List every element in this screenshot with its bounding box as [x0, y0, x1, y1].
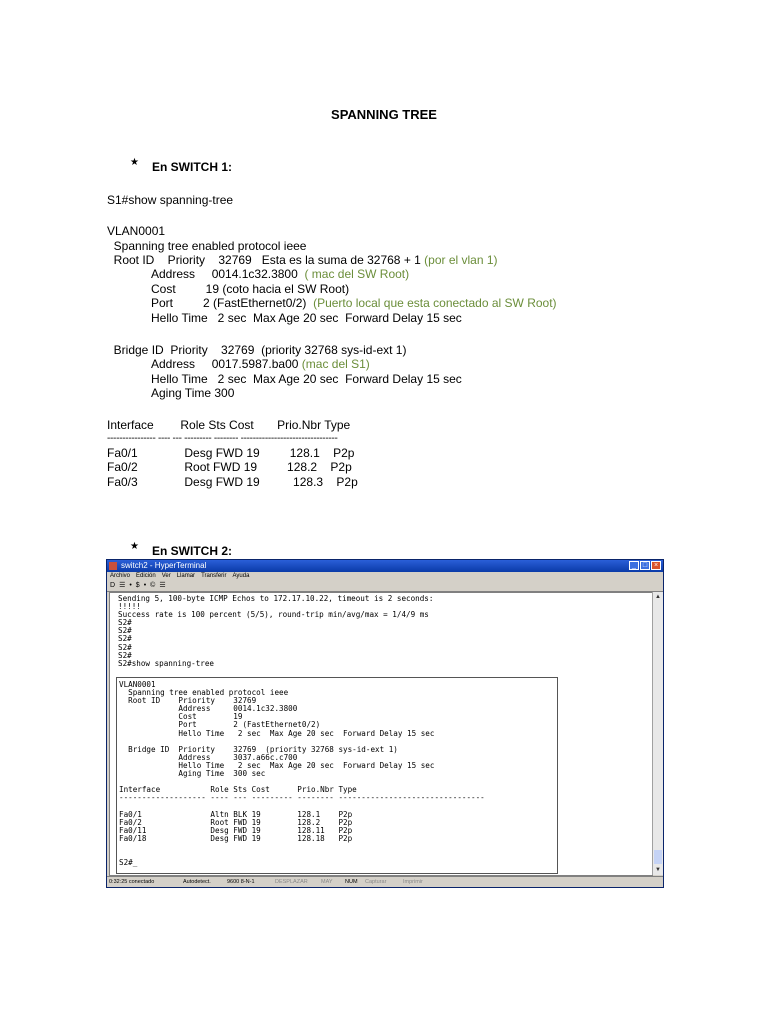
window-title: switch2 - HyperTerminal — [121, 561, 207, 570]
root-port-text: Port 2 (FastEthernet0/2) — [151, 296, 314, 310]
terminal-area[interactable] — [109, 592, 653, 876]
status-connected: 0:32:25 conectado — [109, 879, 155, 885]
bridge-id-line: Bridge ID Priority 32769 (priority 32768 sys-id-ext 1) — [107, 343, 407, 357]
terminal-output-spanning-tree: VLAN0001 Spanning tree enabled protocol ieee Root ID Priority 32769 Address 0014.1c32.3800 Cost 19 Port 2 (FastEthernet0/2) Hello Time 2 sec Max Age 20 sec Forward Delay 15 sec Bridge ID Priority 32769 (priority 32768 sys-id-ext 1) Address 3037.a66c.c700 Hello Time 2 sec Max Age 20 sec Forward Delay 15 sec Aging Time 300 sec Interface Role Sts Cost Prio.Nbr Type ------------------- ---- --- --------- -------- -------------------------------- Fa0/1 Altn BLK 19 128.1 P2p Fa0/2 Root FWD 19 128.2 P2p Fa0/11 Desg FWD 19 128.11 P2p Fa0/18 Desg FWD 19 128.18 P2p S2#_ — [119, 680, 485, 868]
root-address-text: Address 0014.1c32.3800 — [151, 267, 302, 281]
menu-edicion[interactable]: Edición — [136, 573, 156, 579]
bridge-aging-line: Aging Time 300 — [151, 386, 235, 400]
menu-ayuda[interactable]: Ayuda — [232, 573, 250, 579]
toolbar — [107, 581, 663, 592]
bridge-address-line — [151, 357, 370, 372]
root-address-note: ( mac del SW Root) — [301, 267, 410, 281]
status-scroll: DESPLAZAR — [275, 879, 308, 885]
menu-llamar[interactable]: Llamar — [176, 573, 196, 579]
properties-icon[interactable]: ☰ — [159, 582, 166, 589]
protocol-line: Spanning tree enabled protocol ieee — [107, 239, 307, 253]
root-id-line — [107, 253, 498, 268]
window-titlebar — [107, 560, 663, 572]
root-cost-line: Cost 19 (coto hacia el SW Root) — [151, 282, 350, 296]
switch1-command: S1#show spanning-tree — [107, 193, 234, 207]
minimize-icon[interactable]: _ — [629, 561, 639, 570]
table-header: Interface Role Sts Cost Prio.Nbr Type — [107, 418, 351, 432]
switch1-heading: En SWITCH 1: — [152, 160, 232, 174]
switch2-heading: En SWITCH 2: — [152, 544, 232, 558]
status-autodetect: Autodetect. — [183, 879, 211, 885]
menu-bar — [107, 572, 663, 581]
status-bar — [107, 876, 663, 887]
table-separator: ---------------- ---- --- --------- -------- -------------------------------- — [107, 433, 338, 444]
send-icon[interactable]: © — [150, 582, 156, 589]
status-capture: Capturar — [365, 879, 387, 885]
bridge-address-text: Address 0017.5987.ba00 — [151, 357, 302, 371]
terminal-output-top: Sending 5, 100-byte ICMP Echos to 172.17.10.22, timeout is 2 seconds: !!!!! Success rate is 100 percent (5/5), round-trip min/avg/max = 1/4/9 ms S2# S2# S2# S2# S2# S2#show spanning-tree — [118, 594, 434, 668]
status-baud: 9600 8-N-1 — [227, 879, 255, 885]
menu-transferir[interactable]: Transferir — [201, 573, 227, 579]
toolbar-separator-icon: • — [143, 582, 147, 589]
table-row: Fa0/2 Root FWD 19 128.2 P2p — [107, 460, 352, 474]
menu-ver[interactable]: Ver — [161, 573, 171, 579]
root-hello-line: Hello Time 2 sec Max Age 20 sec Forward Delay 15 sec — [151, 311, 462, 325]
table-row: Fa0/1 Desg FWD 19 128.1 P2p — [107, 446, 355, 460]
root-id-note: (por el vlan 1) — [424, 253, 498, 267]
open-icon[interactable]: ☰ — [119, 582, 126, 589]
hyperterminal-window — [106, 559, 664, 888]
table-row: Fa0/3 Desg FWD 19 128.3 P2p — [107, 475, 358, 489]
bridge-hello-line: Hello Time 2 sec Max Age 20 sec Forward Delay 15 sec — [151, 372, 462, 386]
toolbar-separator-icon: • — [129, 582, 132, 589]
close-icon[interactable]: × — [651, 561, 661, 570]
scroll-thumb[interactable] — [654, 850, 662, 864]
root-address-line — [151, 267, 409, 282]
root-port-line — [151, 296, 557, 311]
bullet-icon: ★ — [130, 157, 139, 168]
scroll-down-icon[interactable]: ▼ — [655, 867, 661, 873]
scroll-up-icon[interactable]: ▲ — [655, 594, 661, 600]
vertical-scrollbar[interactable] — [652, 592, 663, 875]
root-id-text: Root ID Priority 32769 Esta es la suma de 32768 + 1 — [107, 253, 425, 267]
vlan-label: VLAN0001 — [107, 224, 166, 238]
bridge-address-note: (mac del S1) — [301, 357, 370, 371]
page-title: SPANNING TREE — [331, 107, 437, 122]
root-port-note: (Puerto local que esta conectado al SW Root) — [313, 296, 557, 310]
status-caps: MAY — [321, 879, 333, 885]
menu-archivo[interactable]: Archivo — [110, 573, 131, 579]
status-num: NUM — [345, 879, 358, 885]
new-icon[interactable]: D — [110, 582, 116, 589]
status-print: Imprimir — [403, 879, 423, 885]
highlight-box — [116, 677, 558, 874]
bullet-icon: ★ — [130, 541, 139, 552]
connect-icon[interactable]: $ — [135, 582, 140, 589]
maximize-icon[interactable]: □ — [640, 561, 650, 570]
app-icon — [109, 562, 117, 570]
